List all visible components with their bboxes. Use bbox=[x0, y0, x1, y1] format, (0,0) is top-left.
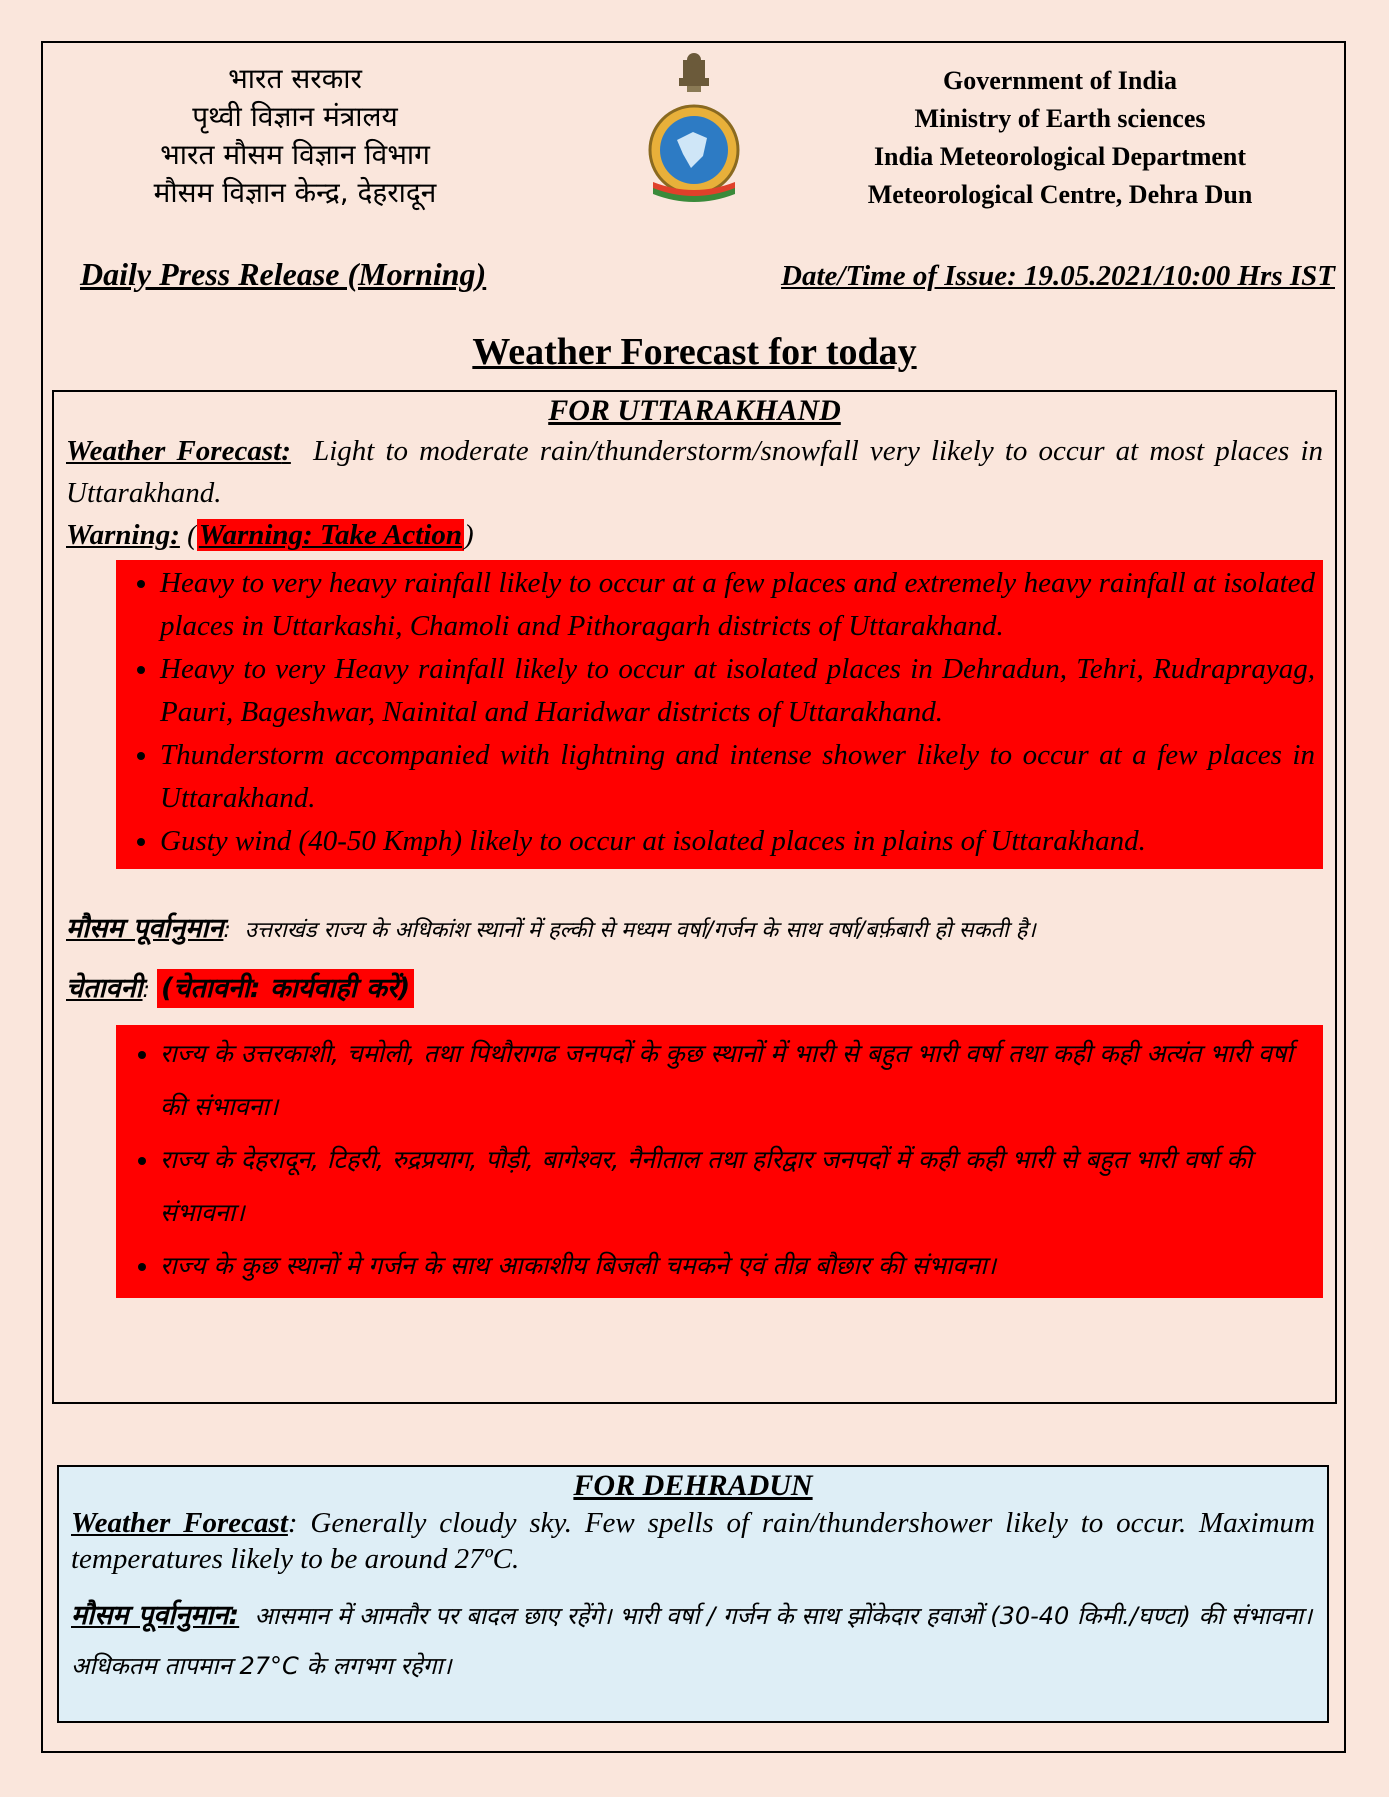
forecast-label: Weather Forecast bbox=[71, 1507, 288, 1539]
warning-list bbox=[116, 560, 1323, 869]
hindi-warning-item: • राज्य के देहरादून, टिहरी, रुद्रप्रयाग, पौड़ी, बागेश्वर, नैनीताल तथा हरिद्वार जनपदों में कही कही भारी से बहुत भारी वर्षा की संभावना। bbox=[160, 1133, 1315, 1239]
header-hindi bbox=[95, 60, 495, 212]
page-title: Weather Forecast for today bbox=[472, 331, 917, 373]
header-english bbox=[840, 62, 1280, 214]
warning-item: • Gusty wind (40-50 Kmph) likely to occur at isolated places in plains of Uttarakhand. bbox=[160, 820, 1315, 863]
header-english-line: India Meteorological Department bbox=[873, 142, 1247, 171]
warning-item: • Thunderstorm accompanied with lightning and intense shower likely to occur at a few places in Uttarakhand. bbox=[160, 734, 1315, 820]
press-release-title: Daily Press Release (Morning) bbox=[80, 256, 487, 292]
dehradun-section bbox=[57, 1465, 1329, 1723]
hindi-forecast-paragraph bbox=[71, 1591, 1315, 1691]
hindi-warning-list bbox=[116, 1025, 1323, 1298]
issue-date: Date/Time of Issue: 19.05.2021/10:00 Hrs IST bbox=[781, 260, 1335, 292]
imd-emblem-icon bbox=[635, 52, 753, 212]
warning-item: • Heavy to very heavy rainfall likely to occur at a few places and extremely heavy rainfall at isolated places in Uttarkashi, Chamoli and Pithoragarh districts of Uttarakhand. bbox=[160, 562, 1315, 648]
warning-label: Warning bbox=[66, 519, 171, 551]
header-hindi-line: भारत सरकार bbox=[228, 62, 362, 95]
hindi-warning-tag: (चेतावनी: कार्यवाही करें) bbox=[157, 969, 414, 1008]
header-hindi-line: पृथ्वी विज्ञान मंत्रालय bbox=[192, 100, 398, 133]
header-hindi-line: भारत मौसम विज्ञान विभाग bbox=[160, 138, 430, 171]
forecast-paragraph: Weather Forecast: Light to moderate rain/thunderstorm/snowfall very likely to occur at most places in Uttarakhand. bbox=[66, 435, 1323, 509]
warning-tag: Warning: Take Action bbox=[198, 519, 463, 551]
hindi-warning-line: चेतावनी: (चेतावनी: कार्यवाही करें) bbox=[66, 963, 1323, 1017]
header-english-line: Meteorological Centre, Dehra Dun bbox=[867, 180, 1253, 209]
section-title: FOR DEHRADUN bbox=[573, 1469, 813, 1502]
hindi-warning-item: • राज्य के कुछ स्थानों मे गर्जन के साथ आकाशीय बिजली चमकने एवं तीव्र बौछार की संभावना। bbox=[160, 1239, 1315, 1292]
header-english-line: Ministry of Earth sciences bbox=[914, 104, 1206, 133]
hindi-warning-label: चेतावनी bbox=[66, 973, 143, 1004]
warning-item: • Heavy to very Heavy rainfall likely to occur at isolated places in Dehradun, Tehri, Rudraprayag, Pauri, Bageshwar, Nainital and Haridwar districts of Uttarakhand. bbox=[160, 648, 1315, 734]
hindi-forecast-text: आसमान में आमतौर पर बादल छाए रहेंगे। भारी वर्षा / गर्जन के साथ झोंकेदार हवाओं (30-40 किमी./घण्टा) की संभावना। अधिकतम तापमान 27°C के लगभग रहेगा। bbox=[71, 1602, 1313, 1680]
hindi-forecast-label: मौसम पूर्वानुमान: bbox=[71, 1600, 240, 1631]
forecast-label: Weather Forecast bbox=[66, 435, 282, 467]
hindi-forecast-text: उत्तराखंड राज्य के अधिकांश स्थानों में हल्की से मध्यम वर्षा/गर्जन के साथ वर्षा/बर्फ़बारी हो सकती है। bbox=[244, 918, 1036, 943]
hindi-forecast-paragraph: मौसम पूर्वानुमान: उत्तराखंड राज्य के अधिकांश स्थानों में हल्की से मध्यम वर्षा/गर्जन के साथ वर्षा/बर्फ़बारी हो सकती है। bbox=[66, 913, 1036, 944]
uttarakhand-section bbox=[52, 390, 1337, 1404]
header-hindi-line: मौसम विज्ञान केन्द्र, देहरादून bbox=[153, 176, 437, 209]
section-title: FOR UTTARAKHAND bbox=[548, 394, 841, 427]
hindi-warning-item: • राज्य के उत्तरकाशी, चमोली, तथा पिथौरागढ जनपदों के कुछ स्थानों में भारी से बहुत भारी वर्षा तथा कही कही अत्यंत भारी वर्षा की संभावना। bbox=[160, 1027, 1315, 1133]
forecast-text: Light to moderate rain/thunderstorm/snowfall very likely to occur at most places in Uttarakhand. bbox=[66, 435, 1323, 509]
forecast-text: Generally cloudy sky. Few spells of rain/thundershower likely to occur. Maximum temperatures likely to be around 27ºC. bbox=[71, 1507, 1315, 1575]
warning-line: Warning: (Warning: Take Action) bbox=[66, 519, 474, 551]
hindi-forecast-label: मौसम पूर्वानुमान bbox=[66, 913, 224, 944]
header-english-line: Government of India bbox=[943, 66, 1177, 95]
forecast-paragraph: Weather Forecast: Generally cloudy sky. Few spells of rain/thundershower likely to occur. Maximum temperatures likely to be around 27ºC. bbox=[71, 1507, 1315, 1575]
